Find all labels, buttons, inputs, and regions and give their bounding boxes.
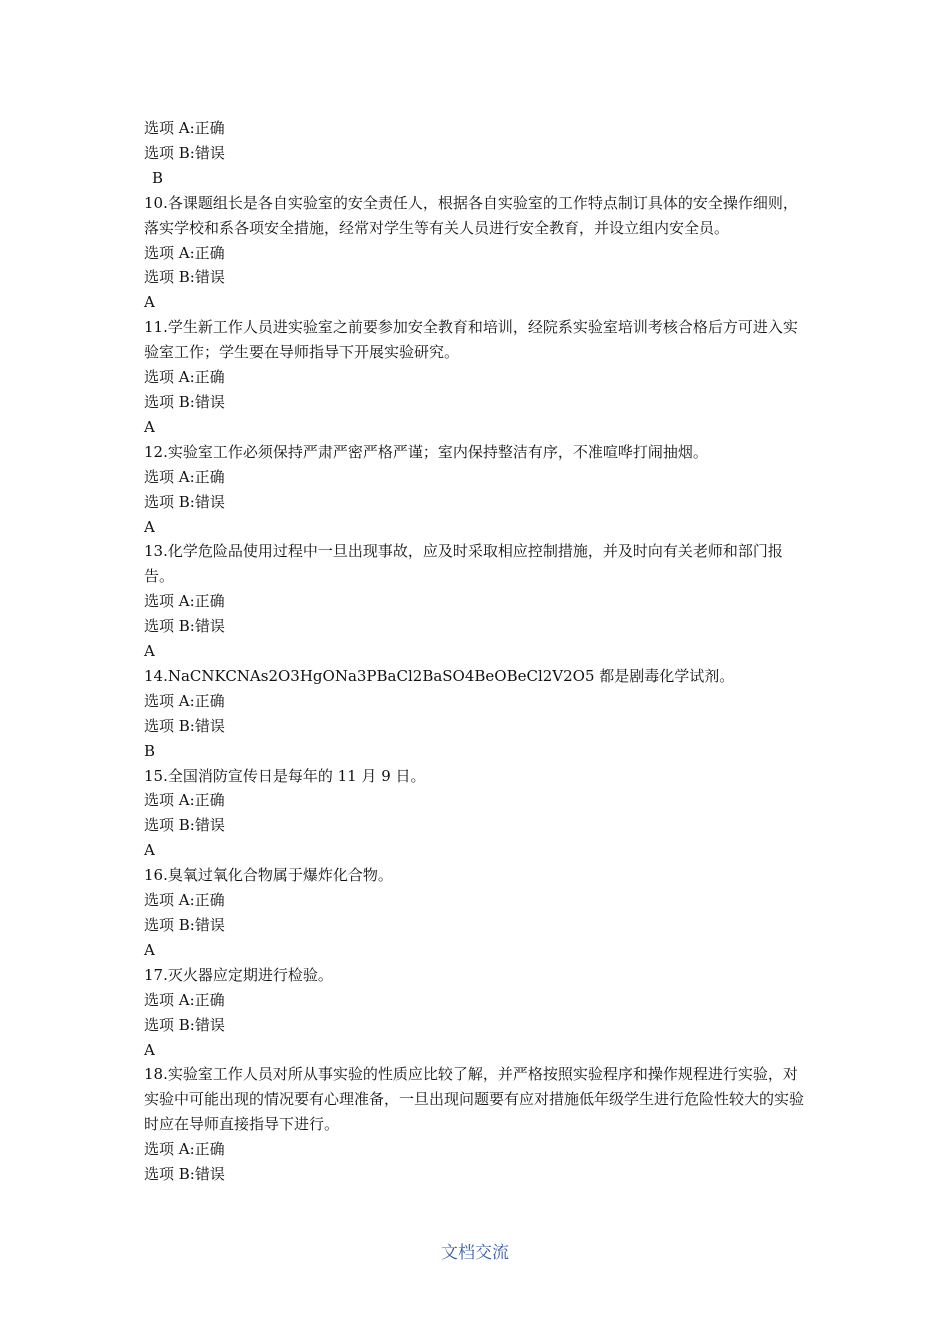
option-b: 选项 B:错误: [144, 1165, 225, 1184]
question-10: [144, 191, 808, 316]
option-a: 选项 A:正确: [144, 592, 225, 611]
question-text: 16.臭氧过氧化合物属于爆炸化合物。: [144, 866, 393, 885]
option-a: 选项 A:正确: [144, 691, 225, 710]
answer: A: [144, 417, 155, 436]
question-text: 15.全国消防宣传日是每年的 11 月 9 日。: [144, 766, 426, 785]
answer: A: [144, 940, 155, 959]
option-b: 选项 B:错误: [144, 392, 225, 411]
question-18: [144, 1062, 808, 1187]
option-a: 选项 A:正确: [144, 891, 225, 910]
lead-answer: B: [152, 168, 164, 187]
option-b: 选项 B:错误: [144, 268, 225, 287]
question-16: [144, 863, 808, 963]
option-b: 选项 B:错误: [144, 1015, 225, 1034]
question-text: 18.实验室工作人员对所从事实验的性质应比较了解，并严格按照实验程序和操作规程进行实验，对实验中可能出现的情况要有心理准备，一旦出现问题要有应对措施低年级学生进行危险性较大的实验时应在导师直接指导下进行。: [144, 1065, 805, 1134]
option-a: 选项 A:正确: [144, 467, 225, 486]
question-text: 13.化学危险品使用过程中一旦出现事故，应及时采取相应控制措施，并及时向有关老师和部门报告。: [144, 542, 783, 586]
question-17: [144, 963, 808, 1063]
question-text: 10.各课题组长是各自实验室的安全责任人，根据各自实验室的工作特点制订具体的安全操作细则，落实学校和系各项安全措施，经常对学生等有关人员进行安全教育，并设立组内安全员。: [144, 193, 798, 237]
lead-option-a: 选项 A:正确: [144, 119, 225, 137]
option-a: 选项 A:正确: [144, 1140, 225, 1159]
option-a: 选项 A:正确: [144, 243, 225, 262]
option-b: 选项 B:错误: [144, 716, 225, 735]
answer: A: [144, 517, 155, 536]
question-text: 12.实验室工作必须保持严肃严密严格严谨；室内保持整洁有序，不准喧哗打闹抽烟。: [144, 442, 708, 461]
question-text: 14.NaCNKCNAs2O3HgONa3PBaCl2BaSO4BeOBeCl2V2O5 都是剧毒化学试剂。: [144, 666, 735, 685]
answer: A: [144, 293, 155, 312]
document-body: [144, 116, 808, 1187]
option-b: 选项 B:错误: [144, 816, 225, 835]
question-15: [144, 764, 808, 864]
option-a: 选项 A:正确: [144, 368, 225, 387]
option-b: 选项 B:错误: [144, 916, 225, 934]
question-text: 11.学生新工作人员进实验室之前要参加安全教育和培训，经院系实验室培训考核合格后方可进入实验室工作；学生要在导师指导下开展实验研究。: [144, 318, 798, 362]
question-11: [144, 315, 808, 440]
question-14: [144, 664, 808, 764]
option-a: 选项 A:正确: [144, 791, 225, 810]
option-b: 选项 B:错误: [144, 617, 225, 636]
question-text: 17.灭火器应定期进行检验。: [144, 965, 333, 984]
question-12: [144, 440, 808, 540]
footer-link[interactable]: 文档交流: [441, 1243, 509, 1263]
answer: A: [144, 642, 155, 661]
option-b: 选项 B:错误: [144, 492, 225, 511]
lead-option-b: 选项 B:错误: [144, 143, 225, 162]
answer: A: [144, 841, 155, 860]
question-13: [144, 539, 808, 664]
option-a: 选项 A:正确: [144, 990, 225, 1009]
answer: A: [144, 1040, 155, 1059]
answer: B: [144, 741, 156, 760]
